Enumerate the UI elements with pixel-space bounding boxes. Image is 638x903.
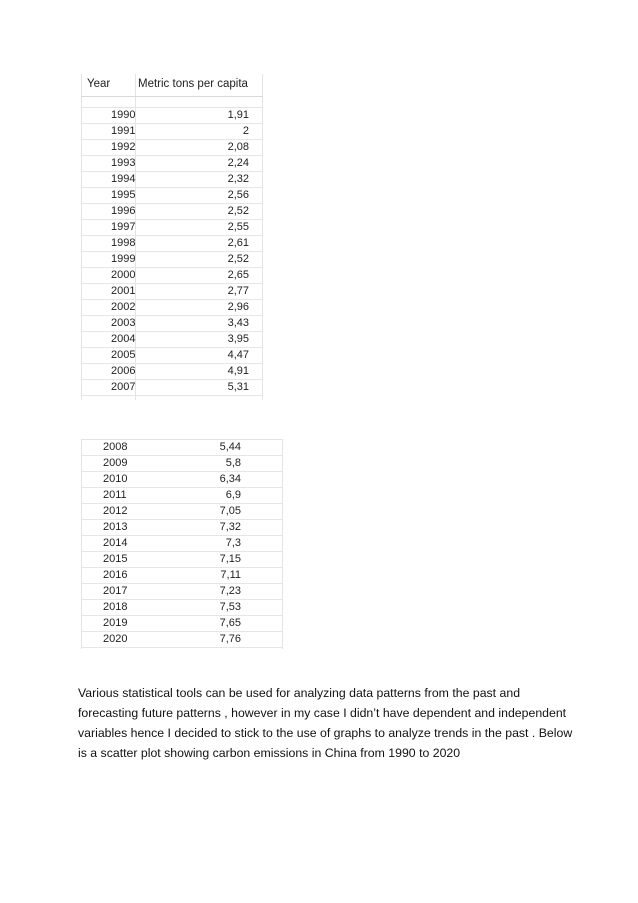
- value-cell: 5,8: [225, 457, 241, 469]
- data-table-part-2: [81, 439, 283, 649]
- body-paragraph: Various statistical tools can be used for analyzing data patterns from the past and forecasting future patterns , however in my case I didn’t have dependent and independent variables hence I decided to stick to the use of graphs to analyze trends in the past . Below is a scatter plot showing carbon emissions in China from 1990 to 2020: [78, 686, 573, 760]
- year-cell: 2006: [111, 365, 136, 377]
- table-row: [81, 472, 283, 488]
- value-cell: 3,95: [227, 333, 249, 345]
- table-row: [81, 204, 263, 220]
- value-cell: 4,91: [227, 365, 249, 377]
- table-row: [81, 456, 283, 472]
- table-row: [81, 520, 283, 536]
- year-cell: 2008: [103, 441, 128, 453]
- table-row: [81, 552, 283, 568]
- year-cell: 2005: [111, 349, 136, 361]
- table-row: [81, 316, 263, 332]
- table-row: [81, 188, 263, 204]
- value-cell: 7,05: [219, 505, 241, 517]
- year-cell: 1991: [111, 125, 136, 137]
- value-cell: 7,65: [219, 617, 241, 629]
- table-row: [81, 300, 263, 316]
- year-cell: 2007: [111, 381, 136, 393]
- table-row: [81, 536, 283, 552]
- value-cell: 5,31: [227, 381, 249, 393]
- year-cell: 1998: [111, 237, 136, 249]
- value-cell: 2,52: [227, 253, 249, 265]
- value-cell: 4,47: [227, 349, 249, 361]
- year-cell: 2015: [103, 553, 128, 565]
- value-cell: 2,52: [227, 205, 249, 217]
- year-cell: 2017: [103, 585, 128, 597]
- value-cell: 2,65: [227, 269, 249, 281]
- value-cell: 2,96: [227, 301, 249, 313]
- year-cell: 1990: [111, 109, 136, 121]
- value-cell: 2,24: [227, 157, 249, 169]
- year-cell: 2011: [103, 489, 127, 501]
- year-cell: 1997: [111, 221, 136, 233]
- table-row: [81, 156, 263, 172]
- table-header-row: [81, 74, 263, 97]
- table-row: [81, 140, 263, 156]
- value-cell: 7,32: [219, 521, 241, 533]
- table-body-part-1: [81, 108, 263, 396]
- year-cell: 2020: [103, 633, 128, 645]
- value-cell: 7,15: [219, 553, 241, 565]
- table-row: [81, 268, 263, 284]
- table-row: [81, 108, 263, 124]
- table-row: [81, 220, 263, 236]
- table-row: [81, 124, 263, 140]
- value-cell: 7,53: [219, 601, 241, 613]
- year-cell: 2000: [111, 269, 136, 281]
- year-cell: 2010: [103, 473, 128, 485]
- year-cell: 2013: [103, 521, 128, 533]
- year-cell: 1992: [111, 141, 136, 153]
- value-cell: 2: [242, 125, 249, 137]
- value-cell: 3,43: [227, 317, 249, 329]
- table-row: [81, 568, 283, 584]
- value-cell: 6,34: [219, 473, 241, 485]
- value-cell: 5,44: [219, 441, 241, 453]
- value-cell: 2,77: [227, 285, 249, 297]
- table-body-part-2: [81, 439, 283, 648]
- value-cell: 2,08: [227, 141, 249, 153]
- value-cell: 2,56: [227, 189, 249, 201]
- year-cell: 2004: [111, 333, 136, 345]
- table-row: [81, 488, 283, 504]
- table-row: [81, 632, 283, 648]
- year-cell: 2014: [103, 537, 128, 549]
- table-row: [81, 440, 283, 456]
- table-row: [81, 236, 263, 252]
- year-column-header: Year: [87, 78, 111, 90]
- table-row: [81, 172, 263, 188]
- table-row: [81, 380, 263, 396]
- year-cell: 2016: [103, 569, 128, 581]
- empty-row: [81, 96, 263, 108]
- value-cell: 6,9: [225, 489, 241, 501]
- year-cell: 1994: [111, 173, 136, 185]
- year-cell: 2001: [111, 285, 136, 297]
- value-cell: 7,3: [225, 537, 241, 549]
- value-column-header: Metric tons per capita: [138, 78, 248, 90]
- year-cell: 2018: [103, 601, 128, 613]
- table-row: [81, 252, 263, 268]
- value-cell: 2,61: [227, 237, 249, 249]
- table-row: [81, 584, 283, 600]
- year-cell: 2019: [103, 617, 128, 629]
- year-cell: 2002: [111, 301, 136, 313]
- year-cell: 2003: [111, 317, 136, 329]
- table-row: [81, 284, 263, 300]
- value-cell: 1,91: [227, 109, 249, 121]
- table-row: [81, 504, 283, 520]
- year-cell: 1995: [111, 189, 136, 201]
- value-cell: 2,55: [227, 221, 249, 233]
- value-cell: 2,32: [227, 173, 249, 185]
- table-row: [81, 348, 263, 364]
- value-cell: 7,76: [219, 633, 241, 645]
- table-row: [81, 600, 283, 616]
- value-cell: 7,11: [220, 569, 241, 581]
- value-cell: 7,23: [219, 585, 241, 597]
- year-cell: 2009: [103, 457, 128, 469]
- table-row: [81, 616, 283, 632]
- year-cell: 2012: [103, 505, 128, 517]
- year-cell: 1999: [111, 253, 136, 265]
- table-row: [81, 364, 263, 380]
- data-table-part-1: [81, 74, 263, 400]
- year-cell: 1996: [111, 205, 136, 217]
- table-row: [81, 332, 263, 348]
- year-cell: 1993: [111, 157, 136, 169]
